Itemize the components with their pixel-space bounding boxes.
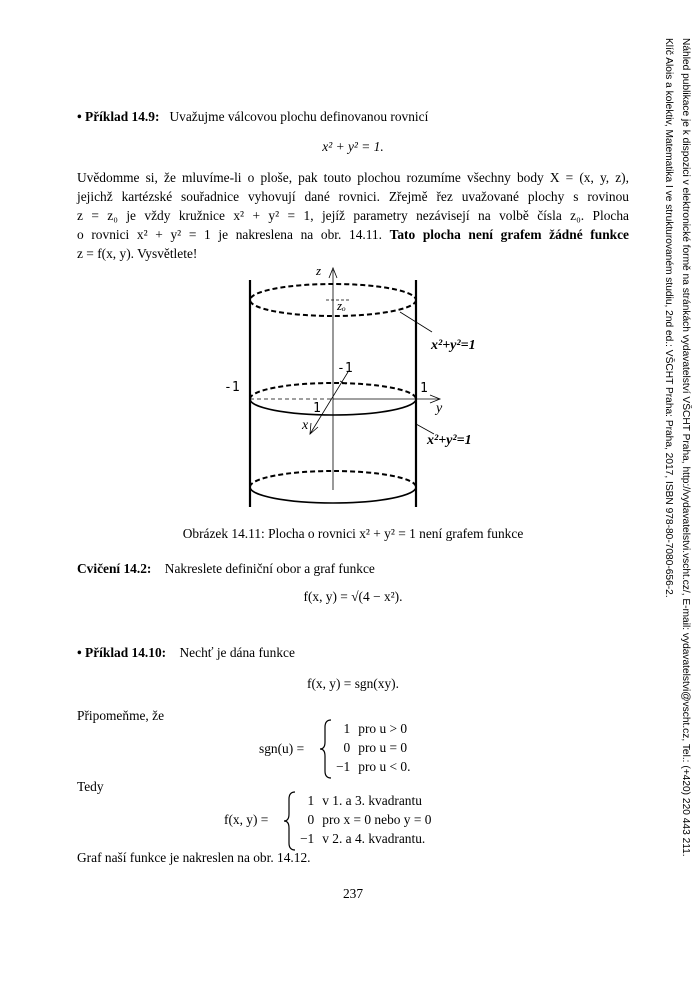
paragraph-line-3: z = z₀ je vždy kružnice x² + y² = 1, jejíž parametry nezávisejí na volbě čísla z₀. Plocha — [77, 208, 629, 223]
paragraph-line-4 — [77, 225, 629, 244]
sgn-case-condition: pro u < 0. — [358, 759, 411, 774]
sgn-case-condition: pro u > 0 — [358, 721, 408, 736]
label-minus1-top: -1 — [337, 361, 353, 376]
sgn-case-value: −1 — [336, 759, 351, 774]
label-1-mid: 1 — [313, 401, 321, 416]
sgn-case-row — [332, 738, 414, 757]
sidebar-line-1: Klíč Alois a kolektiv, Matematika I ve strukturovaném studiu, 2nd ed.: VŠCHT Praha: Praha, 2017, ISBN 978-80-7080-656-2. — [663, 38, 674, 598]
sgn-case-row — [332, 719, 414, 738]
sgn-cases — [332, 719, 414, 776]
sgn-case-condition: pro u = 0 — [358, 740, 408, 755]
exercise-14-2-line — [77, 559, 629, 578]
f-case-value: −1 — [300, 831, 315, 846]
paragraph-line-4-bold: Tato plocha není grafem žádné funkce — [389, 227, 629, 242]
example-14-10-equation: f(x, y) = sgn(xy). — [307, 676, 399, 691]
example-14-10-heading: • Příklad 14.10: — [77, 645, 167, 660]
sidebar-line-2: Náhled publikace je k dispozici v elektronické formě na stránkách vydavatelství VŠCHT Praha, http://vydavatelstvi.vscht.cz/, E-mail: vydavatelstvi@vscht.cz, Tel.: (+420) 220 443 211. — [680, 38, 691, 857]
paragraph-line-4-normal: o rovnici x² + y² = 1 je nakreslena na obr. 14.11. — [77, 227, 390, 242]
f-lhs: f(x, y) = — [224, 812, 269, 827]
label-1-right: 1 — [420, 381, 428, 396]
example-intro: Uvažujme válcovou plochu definovanou rovnicí — [169, 109, 429, 124]
paragraph-line-1: Uvědomme si, že mluvíme-li o ploše, pak touto plochou rozumíme všechny body X = (x, y, z), — [77, 170, 629, 185]
label-zo: zₒ — [337, 298, 346, 313]
f-case-condition: v 2. a 4. kvadrantu. — [322, 831, 426, 846]
paragraph-line-5: z = f(x, y). Vysvětlete! — [77, 246, 198, 261]
f-case-condition: pro x = 0 nebo y = 0 — [322, 812, 432, 827]
sgn-lhs: sgn(u) = — [259, 741, 305, 756]
recall-text: Připomeňme, že — [77, 708, 165, 723]
label-y: y — [436, 401, 443, 416]
label-minus1-left: -1 — [224, 380, 240, 395]
tedy-text: Tedy — [77, 779, 104, 794]
equation-cylinder: x² + y² = 1. — [322, 139, 384, 154]
paragraph-line-2: jejichž kartézské souřadnice vyhovují dané rovnici. Zřejmě řez uvažované plochy s rovinou — [77, 189, 629, 204]
example-14-10-intro: Nechť je dána funkce — [179, 645, 295, 660]
label-x: x — [302, 418, 309, 433]
exercise-text: Nakreslete definiční obor a graf funkce — [164, 561, 375, 576]
figure-caption: Obrázek 14.11: Plocha o rovnici x² + y² = 1 není grafem funkce — [182, 526, 524, 541]
sgn-case-value: 1 — [343, 721, 351, 736]
f-case-row — [296, 829, 435, 848]
exercise-equation: f(x, y) = √(4 − x²). — [303, 589, 403, 604]
example-14-10-heading-line — [77, 643, 629, 662]
label-z: z — [316, 263, 322, 278]
exercise-heading: Cvičení 14.2: — [77, 561, 152, 576]
f-case-value: 0 — [307, 812, 315, 827]
f-case-condition: v 1. a 3. kvadrantu — [322, 793, 422, 808]
f-case-row — [296, 791, 435, 810]
label-equation-top: x²+y²=1 — [431, 338, 476, 353]
example-14-9-heading-line — [77, 107, 597, 126]
example-heading: • Příklad 14.9: — [77, 109, 160, 124]
sgn-case-value: 0 — [343, 740, 351, 755]
cylinder-figure — [200, 262, 500, 512]
sgn-case-row — [332, 757, 414, 776]
f-case-row — [296, 810, 435, 829]
label-equation-bottom: x²+y²=1 — [427, 433, 472, 448]
f-case-value: 1 — [307, 793, 315, 808]
closing-text: Graf naší funkce je nakreslen na obr. 14.12. — [77, 850, 311, 865]
page-number: 237 — [342, 886, 364, 901]
f-cases — [296, 791, 435, 848]
publication-sidebar — [660, 38, 694, 857]
